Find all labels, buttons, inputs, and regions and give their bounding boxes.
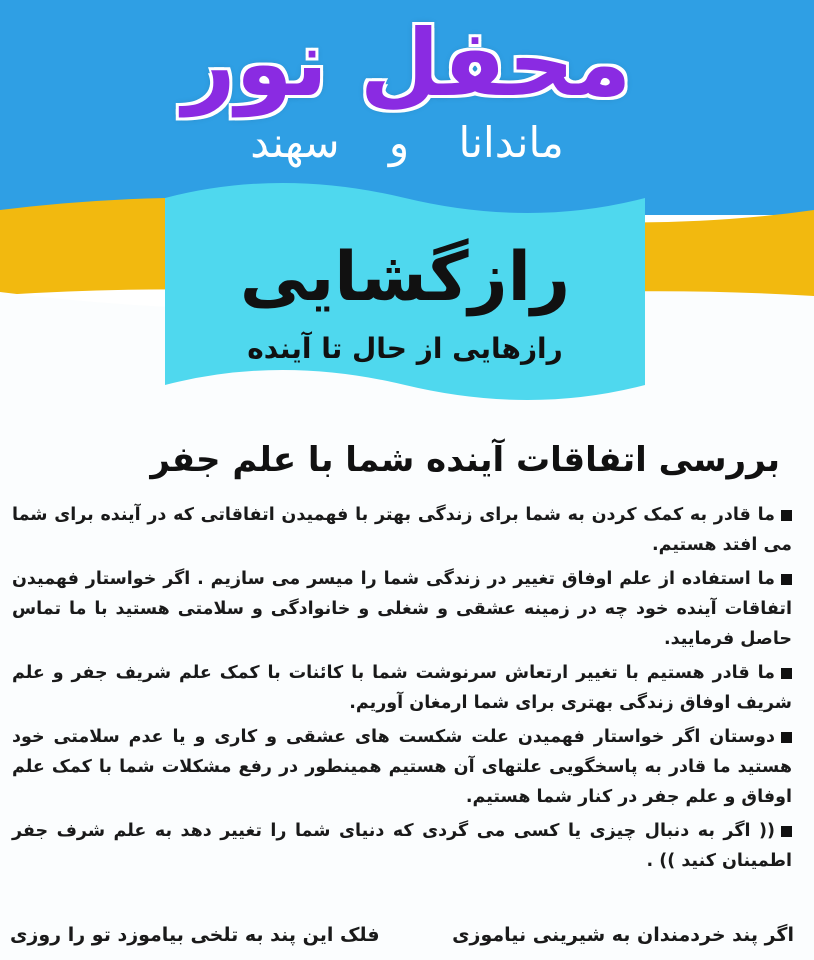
paragraph-text: (( اگر به دنبال چیزی یا کسی می گردی که دنیای شما را تغییر دهد به علم شرف جفر اطمینان کنید )) . bbox=[12, 821, 792, 871]
paragraph bbox=[12, 658, 792, 718]
paragraph-text: دوستان اگر خواستار فهمیدن علت شکست های عشقی و کاری و یا عدم سلامتی خود هستید ما قادر به پاسخگویی علتهای آن هستیم همینطور در رفع مشکلات شما با کمک علم اوفاق و علم جفر در کنار شما هستیم. bbox=[12, 727, 792, 807]
headline-title: محفل نور bbox=[182, 10, 632, 117]
square-bullet-icon bbox=[781, 510, 792, 521]
paragraph-text: ما قادر هستیم با تغییر ارتعاش سرنوشت شما با کائنات با کمک علم شریف جفر و علم شریف اوفاق زندگی بهتری برای شما ارمغان آوریم. bbox=[12, 663, 792, 713]
square-bullet-icon bbox=[781, 574, 792, 585]
banner-subtitle: رازهایی از حال تا آینده bbox=[247, 332, 563, 365]
section-heading: بررسی اتفاقات آینده شما با علم جفر bbox=[150, 440, 780, 480]
host-names bbox=[0, 118, 814, 167]
paragraph bbox=[12, 500, 792, 560]
name-left: سهند bbox=[250, 118, 340, 167]
paragraph bbox=[12, 722, 792, 812]
paragraph-text: ما استفاده از علم اوفاق تغییر در زندگی شما را میسر می سازیم . اگر خواستار فهمیدن اتفاقات آینده خود چه در زمینه عشقی و شغلی و خانوادگی و سلامتی هستید با ما تماس حاصل فرمایید. bbox=[12, 569, 792, 649]
poem-footer bbox=[0, 918, 814, 952]
banner-title: رازگشایی bbox=[239, 238, 571, 317]
name-right: ماندانا bbox=[458, 118, 564, 167]
name-conjunction: و bbox=[388, 118, 410, 167]
square-bullet-icon bbox=[781, 668, 792, 679]
paragraph-list bbox=[12, 500, 792, 880]
square-bullet-icon bbox=[781, 826, 792, 837]
paragraph bbox=[12, 564, 792, 654]
paragraph-text: ما قادر به کمک کردن به شما برای زندگی بهتر با فهمیدن اتفاقاتی که در آینده برای شما می افتد هستیم. bbox=[12, 505, 792, 555]
square-bullet-icon bbox=[781, 732, 792, 743]
poem-line-1: اگر پند خردمندان به شیرینی نیاموزی bbox=[452, 924, 794, 946]
poem-line-2: فلک این پند به تلخی بیاموزد تو را روزی bbox=[10, 924, 380, 946]
paragraph bbox=[12, 816, 792, 876]
